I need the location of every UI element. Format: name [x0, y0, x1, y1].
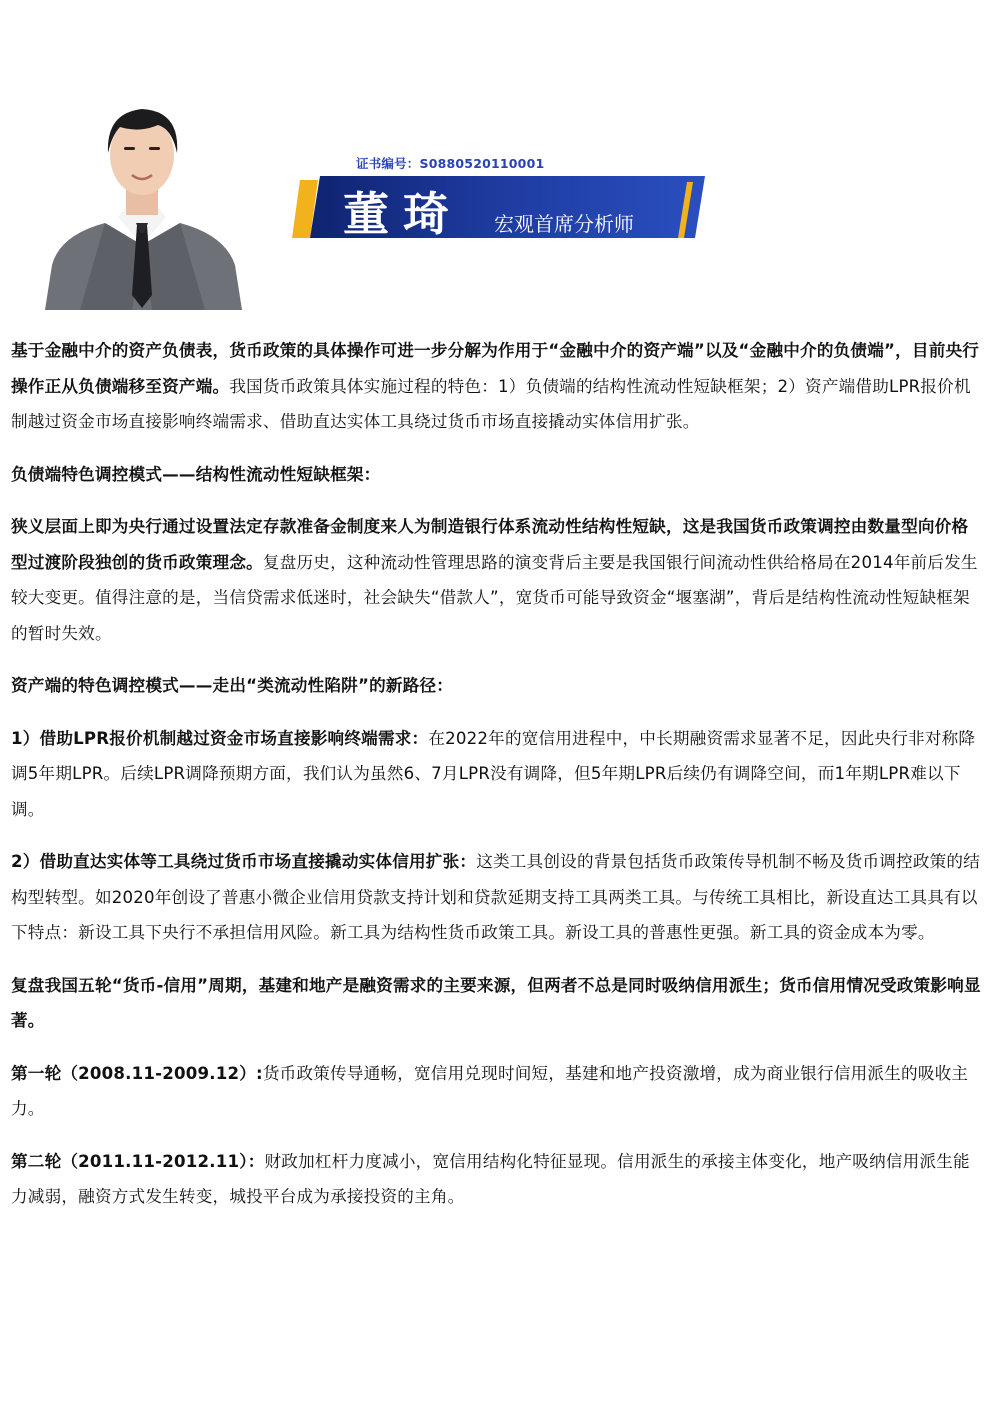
- paragraph-direct-tools: [11, 844, 983, 951]
- round-two-text: 财政加杠杆力度减小，宽信用结构化特征显现。信用派生的承接主体变化，地产吸纳信用派生能力减弱，融资方式发生转变，城投平台成为承接投资的主角。: [11, 1151, 970, 1206]
- paragraph-liquidity: [11, 509, 983, 651]
- heading-asset-side: 资产端的特色调控模式——走出“类流动性陷阱”的新路径：: [11, 676, 454, 695]
- liquidity-bold: 狭义层面上即为央行通过设置法定存款准备金制度来人为制造银行体系流动性结构性短缺，这是我国货币政策调控由数量型向价格型过渡阶段独创的货币政策理念。: [11, 517, 969, 572]
- direct-tools-bold: 2）借助直达实体等工具绕过货币市场直接撬动实体信用扩张：: [11, 852, 477, 871]
- intro-text: 我国货币政策具体实施过程的特色：1）负债端的结构性流动性短缺框架；2）资产端借助LPR报价机制越过资金市场直接影响终端需求、借助直达实体工具绕过货币市场直接撬动实体信用扩张。: [11, 376, 971, 431]
- paragraph-round-one: [11, 1056, 983, 1127]
- paragraph-cycles: [11, 968, 983, 1039]
- heading-liability-side: 负债端特色调控模式——结构性流动性短缺框架：: [11, 464, 381, 484]
- lpr-bold: 1）借助LPR报价机制越过资金市场直接影响终端需求：: [11, 728, 429, 748]
- certificate-number: 证书编号：S0880520110001: [356, 156, 545, 171]
- paragraph-round-two: [11, 1144, 983, 1215]
- intro-bold: 基于金融中介的资产负债表，货币政策的具体操作可进一步分解为作用于“金融中介的资产端”以及“金融中介的负债端”，目前央行操作正从负债端移至资产端。: [11, 341, 980, 396]
- analyst-name: 董琦: [343, 187, 463, 241]
- paragraph-lpr: [11, 721, 983, 828]
- cycles-bold: 复盘我国五轮“货币-信用”周期，基建和地产是融资需求的主要来源，但两者不总是同时吸纳信用派生；货币信用情况受政策影响显著。: [11, 975, 981, 1030]
- liquidity-text: 复盘历史，这种流动性管理思路的演变背后主要是我国银行间流动性供给格局在2014年前后发生较大变更。值得注意的是，当信贷需求低迷时，社会缺失“借款人”，宽货币可能导致资金“堰塞湖”，背后是结构性流动性短缺框架的暂时失效。: [11, 552, 978, 643]
- round-one-bold: 第一轮（2008.11-2009.12）:: [11, 1063, 263, 1083]
- lpr-text: 在2022年的宽信用进程中，中长期融资需求显著不足，因此央行非对称降调5年期LPR。后续LPR调降预期方面，我们认为虽然6、7月LPR没有调降，但5年期LPR后续仍有调降空间，而1年期LPR难以下调。: [11, 728, 976, 819]
- analyst-header: [0, 0, 992, 320]
- report-body: [11, 333, 983, 1232]
- paragraph-intro: [11, 333, 983, 440]
- analyst-portrait: [40, 95, 245, 310]
- analyst-title: 宏观首席分析师: [494, 212, 634, 236]
- round-two-bold: 第二轮（2011.11-2012.11）：: [11, 1151, 265, 1171]
- round-one-text: 货币政策传导通畅，宽信用兑现时间短，基建和地产投资激增，成为商业银行信用派生的吸收主力。: [11, 1063, 969, 1118]
- direct-tools-text: 这类工具创设的背景包括货币政策传导机制不畅及货币调控政策的结构型转型。如2020年创设了普惠小微企业信用贷款支持计划和贷款延期支持工具两类工具。与传统工具相比，新设直达工具具有以下特点：新设工具下央行不承担信用风险。新工具为结构性货币政策工具。新设工具的普惠性更强。新工具的资金成本为零。: [11, 852, 980, 942]
